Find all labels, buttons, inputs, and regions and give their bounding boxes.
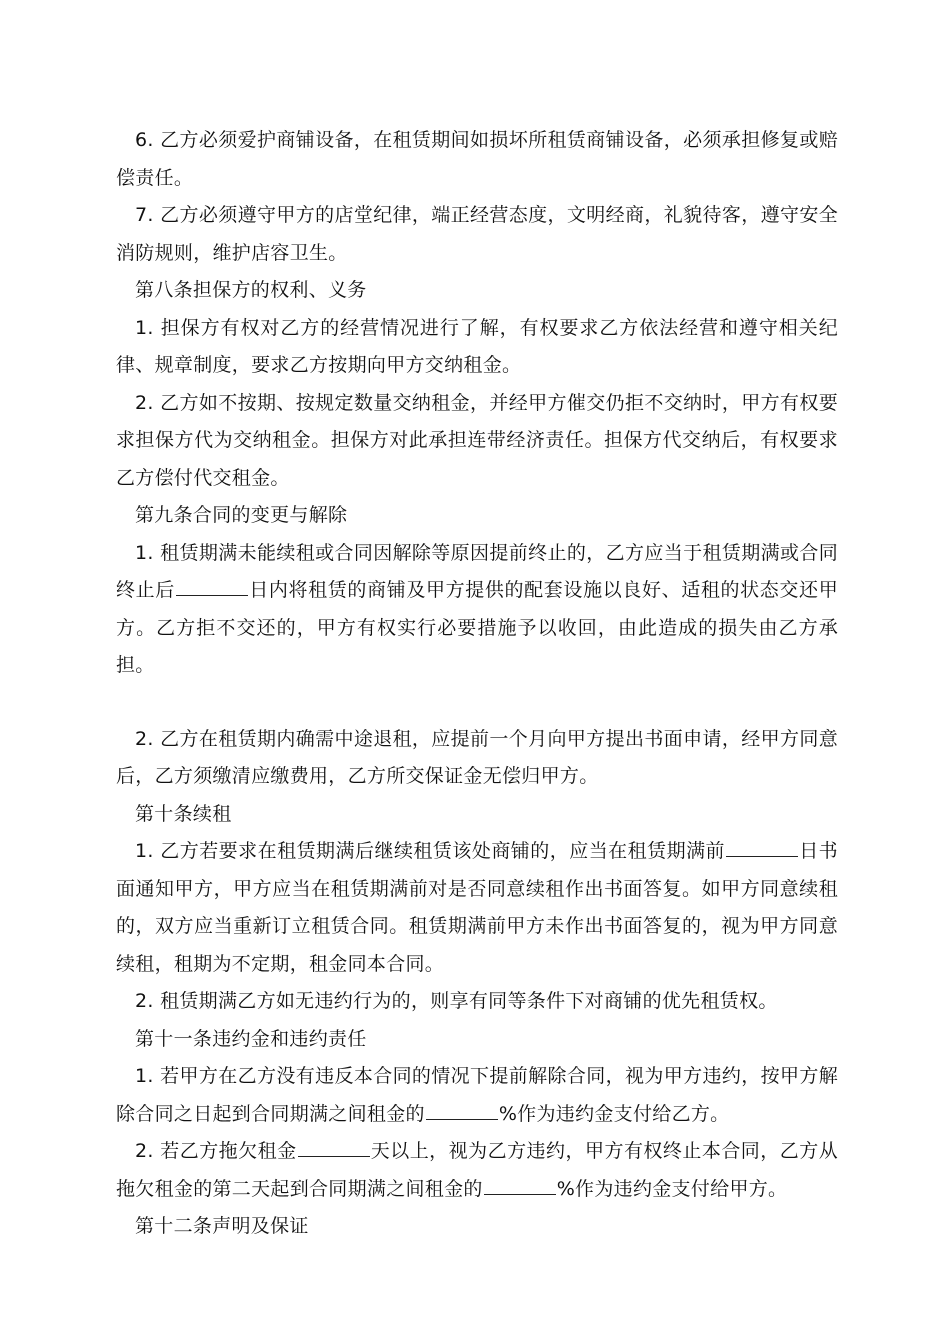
fill-blank [726, 836, 798, 857]
fill-blank [298, 1136, 370, 1157]
clause-11-item-2-text-c: %作为违约金支付给甲方。 [556, 1177, 788, 1200]
clause-9-item-1-text-b: 日内将租赁的商铺及甲方提供的配套设施以良好、适租的状态交还甲方。乙方拒不交还的，甲方有权实行必要措施予以收回，由此造成的损失由乙方承担。 [116, 579, 838, 676]
document-body [116, 122, 838, 1246]
clause-11-item-1-text-b: %作为违约金支付给乙方。 [498, 1102, 730, 1125]
clause-10-item-1-text-b: 日书面通知甲方，甲方应当在租赁期满前对是否同意续租作出书面答复。如甲方同意续租的，双方应当重新订立租赁合同。租赁期满前甲方未作出书面答复的，视为甲方同意续租，租期为不定期，租金同本合同。 [116, 840, 838, 975]
clause-11-heading: 第十一条违约金和违约责任 [135, 1027, 367, 1050]
clause-7-item-6: 6. 乙方必须爱护商铺设备，在租赁期间如损坏所租赁商铺设备，必须承担修复或赔偿责任。 [116, 129, 838, 189]
clause-10-item-1 [116, 833, 838, 983]
clause-11-item-1-text-a: 1. 若甲方在乙方没有违反本合同的情况下提前解除合同，视为甲方违约，按甲方解除合同之日起到合同期满之间租金的 [116, 1065, 838, 1125]
fill-blank [176, 575, 248, 596]
clause-11-item-2-text-b: 天以上，视为乙方违约，甲方有权终止本合同，乙方从拖欠租金的第二天起到合同期满之间租金的 [116, 1140, 838, 1200]
clause-11-item-1 [116, 1058, 838, 1133]
clause-12-heading: 第十二条声明及保证 [135, 1215, 309, 1237]
clause-11-item-2 [116, 1133, 838, 1208]
clause-9-item-1-text-a: 1. 租赁期满未能续租或合同因解除等原因提前终止的，乙方应当于租赁期满或合同终止后 [116, 541, 838, 601]
clause-9-item-2: 2. 乙方在租赁期内确需中途退租，应提前一个月向甲方提出书面申请，经甲方同意后，乙方须缴清应缴费用，乙方所交保证金无偿归甲方。 [116, 727, 838, 787]
clause-10-item-2: 2. 租赁期满乙方如无违约行为的，则享有同等条件下对商铺的优先租赁权。 [135, 990, 778, 1012]
clause-7-item-7: 7. 乙方必须遵守甲方的店堂纪律，端正经营态度，文明经商，礼貌待客，遵守安全消防规则，维护店容卫生。 [116, 204, 838, 264]
fill-blank [426, 1099, 498, 1120]
clause-11-item-2-text-a: 2. 若乙方拖欠租金 [135, 1140, 297, 1162]
clause-9-item-1 [116, 535, 838, 685]
fill-blank [484, 1174, 556, 1195]
paragraph-gap [116, 685, 838, 721]
clause-9-heading: 第九条合同的变更与解除 [135, 504, 348, 526]
clause-8-item-2: 2. 乙方如不按期、按规定数量交纳租金，并经甲方催交仍拒不交纳时，甲方有权要求担保方代为交纳租金。担保方对此承担连带经济责任。担保方代交纳后，有权要求乙方偿付代交租金。 [116, 391, 838, 489]
clause-10-item-1-text-a: 1. 乙方若要求在租赁期满后继续租赁该处商铺的，应当在租赁期满前 [135, 840, 726, 862]
clause-8-heading: 第八条担保方的权利、义务 [135, 279, 367, 301]
clause-10-heading: 第十条续租 [135, 802, 232, 825]
clause-8-item-1: 1. 担保方有权对乙方的经营情况进行了解，有权要求乙方依法经营和遵守相关纪律、规章制度，要求乙方按期向甲方交纳租金。 [116, 316, 838, 376]
